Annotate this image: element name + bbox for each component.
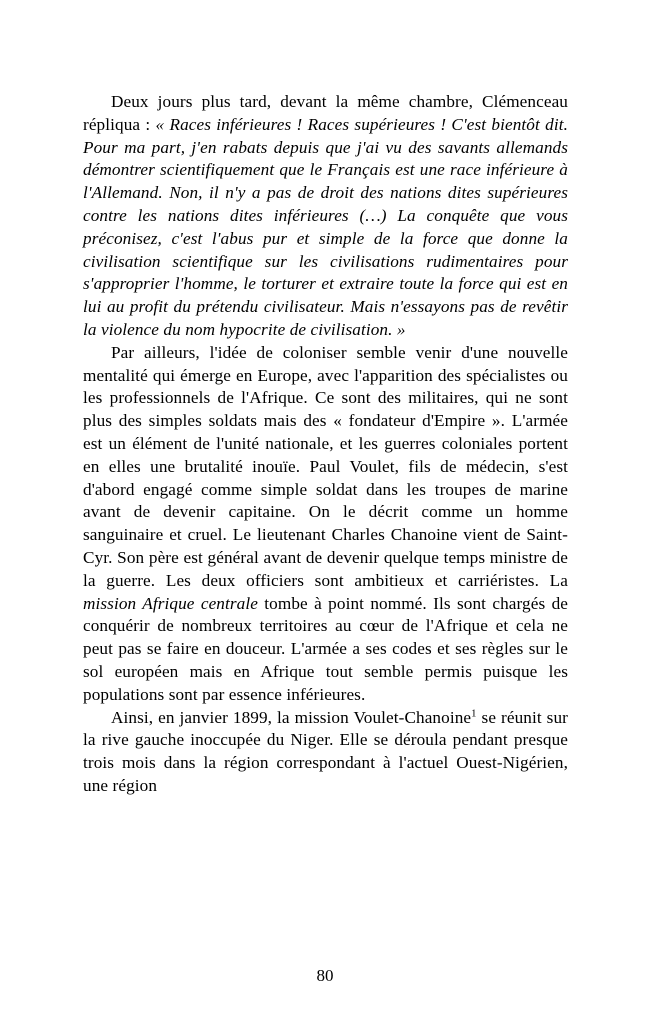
text-run: se réunit sur la rive gauche inoccupée du Niger. Elle se déroula pendant presque trois mois dans la région correspondant à l'actuel Ouest-Nigérien, une région — [83, 707, 568, 795]
text-run: « Races inférieures ! Races supérieures ! C'est bientôt dit. Pour ma part, j'en rabats depuis que j'ai vu des savants allemands démontrer scientifiquement que le Français est une race inférieure à l'Allemand. Non, il n'y a pas de droit des nations dites supérieures contre les nations dites inférieures (…) La conquête que vous préconisez, c'est l'abus pur et simple de la force que donne la civilisation scientifique sur les civilisations rudimentaires pour s'approprier l'homme, le torturer et extraire toute la force qui est en lui au profit du prétendu civilisateur. Mais n'essayons pas de revêtir la violence du nom hypocrite de civilisation. » — [83, 114, 568, 339]
paragraph — [83, 91, 568, 342]
paragraph — [83, 342, 568, 707]
text-run: Ainsi, en janvier 1899, la mission Voulet-Chanoine — [111, 707, 472, 727]
footnote-ref: 1 — [471, 707, 477, 719]
text-run: Deux jours plus tard, devant la même chambre, Clémenceau répliqua : — [83, 92, 568, 134]
text-block — [83, 91, 568, 798]
text-run: Par ailleurs, l'idée de coloniser semble venir d'une nouvelle mentalité qui émerge en Europe, avec l'apparition des spécialistes ou les professionnels de l'Afrique. Ce sont des militaires, qui ne sont plus des simples soldats mais des « fondateur d'Empire ». L'armée est un élément de l'unité nationale, et les guerres coloniales portent en elles une brutalité inouïe. Paul Voulet, fils de médecin, s'est d'abord engagé comme simple soldat dans les troupes de marine avant de devenir capitaine. On le décrit comme un homme sanguinaire et cruel. Le lieutenant Charles Chanoine vient de Saint-Cyr. Son père est général avant de devenir quelque temps ministre de la guerre. Les deux officiers sont ambitieux et carriéristes. La — [83, 342, 568, 590]
paragraph — [83, 707, 568, 798]
text-run: tombe à point nommé. Ils sont chargés de conquérir de nombreux territoires au cœur de l'Afrique et cela ne peut pas se faire en douceur. L'armée a ses codes et ses règles sur le sol européen mais en Afrique tout semble permis puisque les populations sont par essence inférieures. — [83, 593, 569, 704]
page-number: 80 — [316, 966, 334, 985]
text-run: mission Afrique centrale — [83, 593, 258, 613]
